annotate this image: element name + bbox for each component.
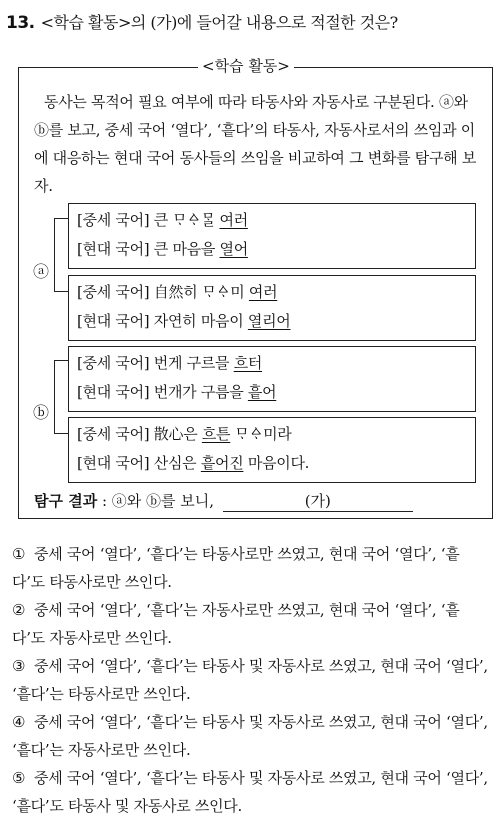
example-line-middle: [중세 국어] 큰 ᄆᆞᅀᆞᄆᆞᆯ 여러	[77, 211, 248, 229]
question-number: 13.	[6, 13, 35, 33]
example-box-b1	[68, 346, 476, 412]
example-line-modern: [현대 국어] 큰 마음을 열어	[77, 240, 248, 258]
example-line-middle: [중세 국어] 自然히 ᄆᆞᅀᆞ미 여러	[77, 283, 278, 301]
result-label: 탐구 결과	[34, 492, 98, 510]
option-text: 중세 국어 ‘열다’, ‘흩다’는 타동사 및 자동사로 쓰였고, 현대 국어 ‘열다’, ‘흩다’도 타동사 및 자동사로 쓰인다.	[12, 769, 488, 815]
result-line	[34, 490, 413, 512]
marker-a: ⓐ	[33, 262, 50, 281]
option-number: ②	[12, 601, 26, 619]
example-box-b2	[68, 417, 476, 483]
option-4[interactable]	[12, 708, 492, 764]
bracket-a-top	[54, 218, 66, 219]
option-5[interactable]	[12, 764, 492, 820]
option-2[interactable]	[12, 596, 492, 652]
result-blank: (가)	[223, 490, 413, 512]
marker-b: ⓑ	[33, 403, 50, 422]
activity-intro	[34, 88, 482, 200]
example-line-modern: [현대 국어] 자연히 마음이 열리어	[77, 312, 291, 330]
option-3[interactable]	[12, 652, 492, 708]
activity-title: <학습 활동>	[198, 55, 294, 76]
option-number: ⑤	[12, 769, 26, 787]
option-number: ④	[12, 713, 26, 731]
option-number: ①	[12, 545, 26, 563]
example-box-a1	[68, 203, 476, 269]
option-text: 중세 국어 ‘열다’, ‘흩다’는 타동사 및 자동사로 쓰였고, 현대 국어 ‘열다’, ‘흩다’는 자동사로만 쓰인다.	[12, 713, 488, 759]
option-text: 중세 국어 ‘열다’, ‘흩다’는 자동사로만 쓰였고, 현대 국어 ‘열다’, ‘흩다’도 자동사로만 쓰인다.	[12, 601, 460, 647]
result-text: : ⓐ와 ⓑ를 보니,	[97, 492, 219, 510]
bracket-a	[54, 218, 69, 292]
example-line-modern: [현대 국어] 산심은 흩어진 마음이다.	[77, 454, 310, 472]
option-text: 중세 국어 ‘열다’, ‘흩다’는 타동사 및 자동사로 쓰였고, 현대 국어 ‘열다’, ‘흩다’는 타동사로만 쓰인다.	[12, 657, 488, 703]
example-line-modern: [현대 국어] 번개가 구름을 흩어	[77, 383, 277, 401]
example-line-middle: [중세 국어] 번게 구르믈 흐터	[77, 354, 263, 372]
intro-text: 동사는 목적어 필요 여부에 따라 타동사와 자동사로 구분된다. ⓐ와 ⓑ를 보고, 중세 국어 ‘열다’, ‘흩다’의 타동사, 자동사로서의 쓰임과 이에 대응하는 현대 국어 동사들의 쓰임을 비교하여 그 변화를 탐구해 보자.	[34, 93, 477, 195]
example-line-middle: [중세 국어] 散心은 흐튼 ᄆᆞᅀᆞ미라	[77, 425, 292, 443]
option-text: 중세 국어 ‘열다’, ‘흩다’는 타동사로만 쓰였고, 현대 국어 ‘열다’, ‘흩다’도 타동사로만 쓰인다.	[12, 545, 460, 591]
example-box-a2	[68, 275, 476, 341]
option-1[interactable]	[12, 540, 492, 596]
option-number: ③	[12, 657, 26, 675]
bracket-b	[54, 360, 69, 434]
question-stem	[6, 10, 398, 33]
question-text: <학습 활동>의 (가)에 들어갈 내용으로 적절한 것은?	[40, 13, 398, 32]
